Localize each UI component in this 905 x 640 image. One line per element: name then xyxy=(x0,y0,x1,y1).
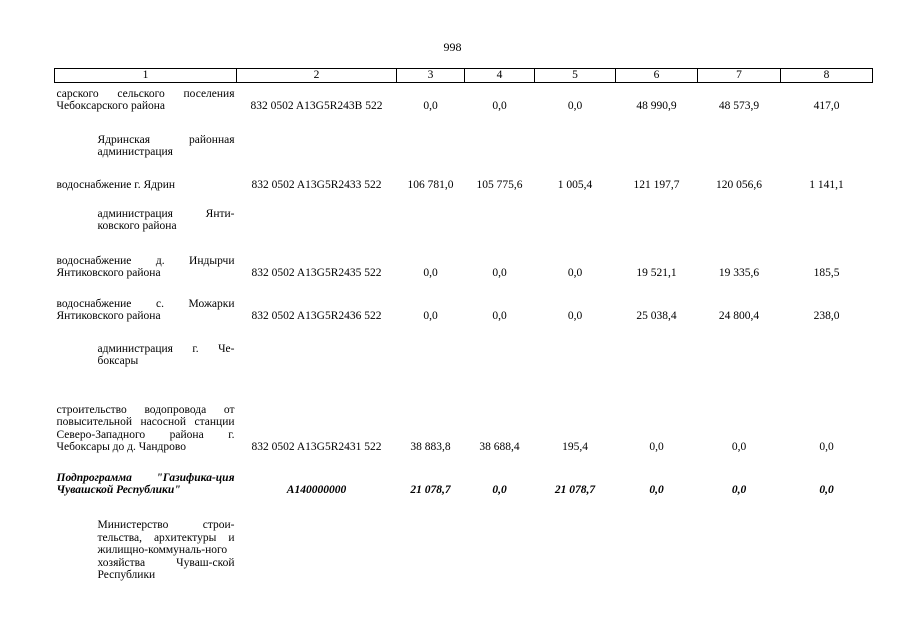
row-name: администрация Янти-ковского района xyxy=(97,207,235,232)
row-code: A140000000 xyxy=(286,484,347,496)
row-value: 0,0 xyxy=(423,267,438,279)
table-row xyxy=(55,159,873,192)
header-cell-8: 8 xyxy=(781,69,873,83)
row-name: сарского сельского поселения Чебоксарского района xyxy=(56,87,235,112)
header-cell-4: 4 xyxy=(465,69,535,83)
row-code: 832 0502 A13G5R2433 522 xyxy=(251,179,382,191)
row-value: 0,0 xyxy=(492,310,507,322)
table-row xyxy=(55,233,873,280)
row-value: 120 056,6 xyxy=(716,179,762,191)
row-value: 105 775,6 xyxy=(476,179,523,191)
row-value: 121 197,7 xyxy=(633,179,680,191)
row-code: 832 0502 A13G5R2431 522 xyxy=(251,441,382,453)
row-name: Подпрограмма "Газифика-ция Чувашской Республики" xyxy=(56,471,235,496)
row-value: 238,0 xyxy=(813,310,840,322)
row-name: водоснабжение с. Можарки Янтиковского района xyxy=(56,297,235,322)
row-name: строительство водопровода от повысительной насосной станции Северо-Западного района г. Чебоксары до д. Чандрово xyxy=(56,403,235,453)
row-value: 1 141,1 xyxy=(809,179,844,191)
row-value: 0,0 xyxy=(731,441,747,453)
header-cell-6: 6 xyxy=(616,69,698,83)
row-value: 0,0 xyxy=(731,484,747,496)
budget-table xyxy=(54,68,873,582)
row-name: водоснабжение д. Индырчи Янтиковского района xyxy=(56,254,235,279)
row-name: администрация г. Че-боксары xyxy=(97,342,235,367)
table-row xyxy=(55,113,873,159)
row-name: Ядринская районная администрация xyxy=(97,133,235,158)
row-value: 38 883,8 xyxy=(410,441,451,453)
row-value: 24 800,4 xyxy=(718,310,760,322)
row-value: 38 688,4 xyxy=(479,441,520,453)
row-code: 832 0502 A13G5R2435 522 xyxy=(251,267,382,279)
row-value: 48 990,9 xyxy=(636,100,677,112)
row-value: 1 005,4 xyxy=(557,179,593,191)
row-name: Министерство строи-тельства, архитектуры и жилищно-коммуналь-ного хозяйства Чуваш-ской Республики xyxy=(97,519,235,581)
row-value: 0,0 xyxy=(492,484,507,496)
row-value: 0,0 xyxy=(567,100,583,112)
header-cell-5: 5 xyxy=(535,69,616,83)
row-value: 48 573,9 xyxy=(718,100,760,112)
page-number: 998 xyxy=(443,40,462,54)
header-row xyxy=(55,69,873,83)
row-value: 21 078,7 xyxy=(554,484,596,496)
row-value: 0,0 xyxy=(819,484,834,496)
table-row xyxy=(55,280,873,323)
row-value: 25 038,4 xyxy=(636,310,677,322)
row-value: 0,0 xyxy=(819,441,834,453)
row-value: 19 521,1 xyxy=(636,267,677,279)
table-row xyxy=(55,368,873,454)
row-value: 0,0 xyxy=(423,310,438,322)
row-value: 19 335,6 xyxy=(718,267,760,279)
row-name: водоснабжение г. Ядрин xyxy=(56,179,176,191)
row-value: 21 078,7 xyxy=(410,484,451,496)
row-value: 0,0 xyxy=(492,100,507,112)
row-value: 0,0 xyxy=(492,267,507,279)
table-row xyxy=(55,454,873,497)
header-cell-7: 7 xyxy=(698,69,781,83)
row-value: 417,0 xyxy=(813,100,840,112)
row-value: 0,0 xyxy=(567,310,583,322)
table-row xyxy=(55,497,873,582)
row-value: 195,4 xyxy=(562,441,588,453)
row-value: 0,0 xyxy=(649,441,664,453)
row-code: 832 0502 A13G5R243B 522 xyxy=(250,100,383,112)
table-row xyxy=(55,192,873,233)
header-cell-3: 3 xyxy=(397,69,465,83)
row-code: 832 0502 A13G5R2436 522 xyxy=(251,310,382,322)
row-value: 0,0 xyxy=(423,100,438,112)
row-value: 185,5 xyxy=(813,267,840,279)
row-value: 0,0 xyxy=(567,267,583,279)
header-cell-1: 1 xyxy=(55,69,237,83)
table-row xyxy=(55,83,873,113)
row-value: 106 781,0 xyxy=(407,179,454,191)
header-cell-2: 2 xyxy=(237,69,397,83)
row-value: 0,0 xyxy=(649,484,664,496)
table-row xyxy=(55,323,873,368)
